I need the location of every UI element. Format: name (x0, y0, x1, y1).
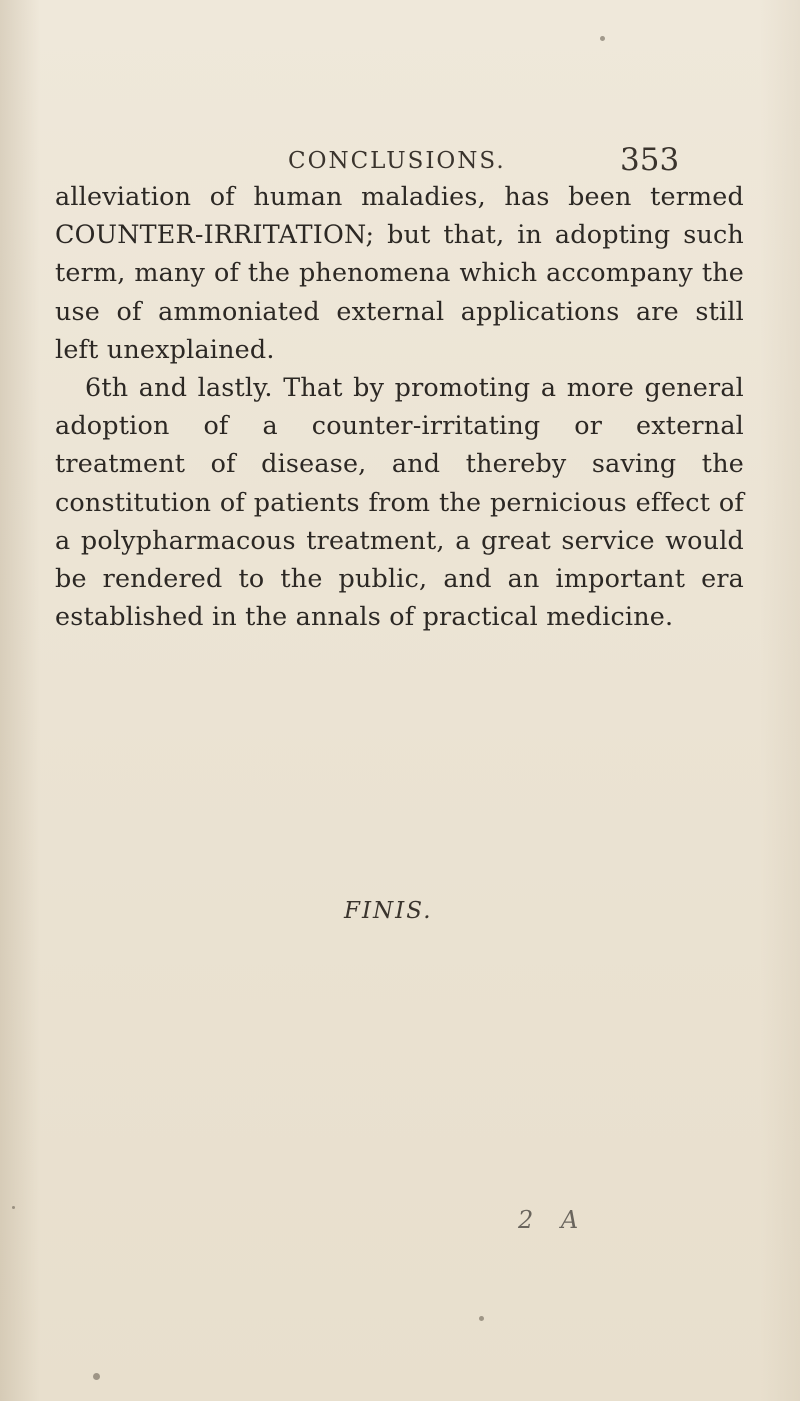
paragraph-continued: alleviation of human maladies, has been termed COUNTER-IRRITATION; but that, in adopting such term, many of the phenomena which accompany the use of ammoniated external applications are still left unexplained. (55, 181, 744, 364)
paper-speck (600, 36, 605, 41)
signature-mark: 2 A (518, 1206, 589, 1234)
page-number: 353 (620, 142, 680, 178)
body-text (55, 177, 744, 635)
paper-speck (12, 1206, 15, 1209)
paragraph-sixth-conclusion: 6th and lastly. That by promoting a more general adoption of a counter-irritating or external treatment of disease, and thereby saving the constitution of patients from the pernicious effect of a polypharmacous treatment, a great service would be rendered to the public, and an important era established in the annals of practical medicine. (55, 372, 744, 632)
running-title: CONCLUSIONS. (288, 148, 506, 174)
paper-speck (479, 1316, 484, 1321)
finis-mark: FINIS. (344, 898, 433, 924)
paper-speck (93, 1373, 100, 1380)
